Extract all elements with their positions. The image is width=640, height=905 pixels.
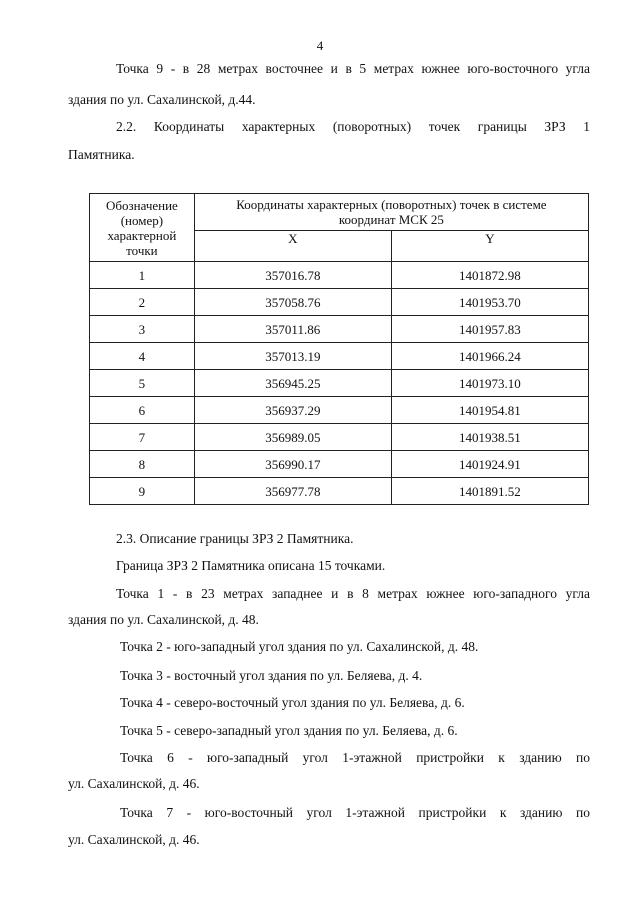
header-point-number-line2: (номер) [120,212,164,228]
page-number: 4 [316,38,324,53]
point-number-cell: 2 [90,289,195,316]
header-coordinates-line1: Координаты характерных (поворотных) точек в системе [236,197,547,212]
point-2-description: Точка 2 - юго-западный угол здания по ул. Сахалинской, д. 48. [120,639,479,654]
y-coordinate-cell: 1401924.91 [391,451,588,478]
header-point-number-line3: характерной [107,227,177,243]
x-coordinate-cell: 356977.78 [194,478,391,505]
point-6-description-line1: Точка 6 - юго-западный угол 1-этажной пристройки к зданию по [120,750,590,765]
point-number-cell: 3 [90,316,195,343]
table-row [90,424,589,451]
header-x: X [194,231,391,262]
point-6-description-line2: ул. Сахалинской, д. 46. [68,776,200,791]
x-coordinate-cell: 356945.25 [194,370,391,397]
point-number-cell: 1 [90,262,195,289]
point-number-cell: 9 [90,478,195,505]
table-row [90,343,589,370]
header-point-number-line4: точки [126,242,158,258]
table-row [90,478,589,505]
point-number-cell: 7 [90,424,195,451]
y-coordinate-cell: 1401891.52 [391,478,588,505]
header-point-number-line1: Обозначение [105,197,178,213]
y-coordinate-cell: 1401953.70 [391,289,588,316]
point-9-description-line2: здания по ул. Сахалинской, д.44. [68,92,256,107]
x-coordinate-cell: 356937.29 [194,397,391,424]
table-row [90,397,589,424]
point-7-description-line1: Точка 7 - юго-восточный угол 1-этажной пристройки к зданию по [120,805,590,820]
header-coordinates-group [194,194,588,231]
table-row [90,370,589,397]
x-coordinate-cell: 357058.76 [194,289,391,316]
point-number-cell: 4 [90,343,195,370]
y-coordinate-cell: 1401872.98 [391,262,588,289]
point-number-cell: 8 [90,451,195,478]
point-4-description: Точка 4 - северо-восточный угол здания по ул. Беляева, д. 6. [120,695,465,710]
table-header-row [90,194,589,231]
section-2-2-heading-line1: 2.2. Координаты характерных (поворотных) точек границы ЗРЗ 1 [116,119,590,134]
table-row [90,289,589,316]
header-point-number [90,194,195,262]
section-2-3-heading: 2.3. Описание границы ЗРЗ 2 Памятника. [116,531,354,546]
table-row [90,316,589,343]
x-coordinate-cell: 356990.17 [194,451,391,478]
y-coordinate-cell: 1401966.24 [391,343,588,370]
header-coordinates-line2: координат МСК 25 [338,212,444,227]
x-coordinate-cell: 357016.78 [194,262,391,289]
point-1-description-line1: Точка 1 - в 23 метрах западнее и в 8 метрах южнее юго-западного угла [116,586,590,601]
x-coordinate-cell: 356989.05 [194,424,391,451]
point-3-description: Точка 3 - восточный угол здания по ул. Беляева, д. 4. [120,668,423,683]
x-coordinate-cell: 357011.86 [194,316,391,343]
point-number-cell: 6 [90,397,195,424]
coordinates-table [89,193,589,505]
y-coordinate-cell: 1401954.81 [391,397,588,424]
table-row [90,451,589,478]
point-5-description: Точка 5 - северо-западный угол здания по ул. Беляева, д. 6. [120,723,458,738]
point-number-cell: 5 [90,370,195,397]
y-coordinate-cell: 1401973.10 [391,370,588,397]
x-coordinate-cell: 357013.19 [194,343,391,370]
point-7-description-line2: ул. Сахалинской, д. 46. [68,832,200,847]
table-row [90,262,589,289]
point-9-description-line1: Точка 9 - в 28 метрах восточнее и в 5 метрах южнее юго-восточного угла [116,61,590,76]
y-coordinate-cell: 1401957.83 [391,316,588,343]
header-y: Y [391,231,588,262]
point-1-description-line2: здания по ул. Сахалинской, д. 48. [68,612,259,627]
y-coordinate-cell: 1401938.51 [391,424,588,451]
section-2-3-summary: Граница ЗРЗ 2 Памятника описана 15 точками. [116,558,386,573]
section-2-2-heading-line2: Памятника. [68,147,135,162]
